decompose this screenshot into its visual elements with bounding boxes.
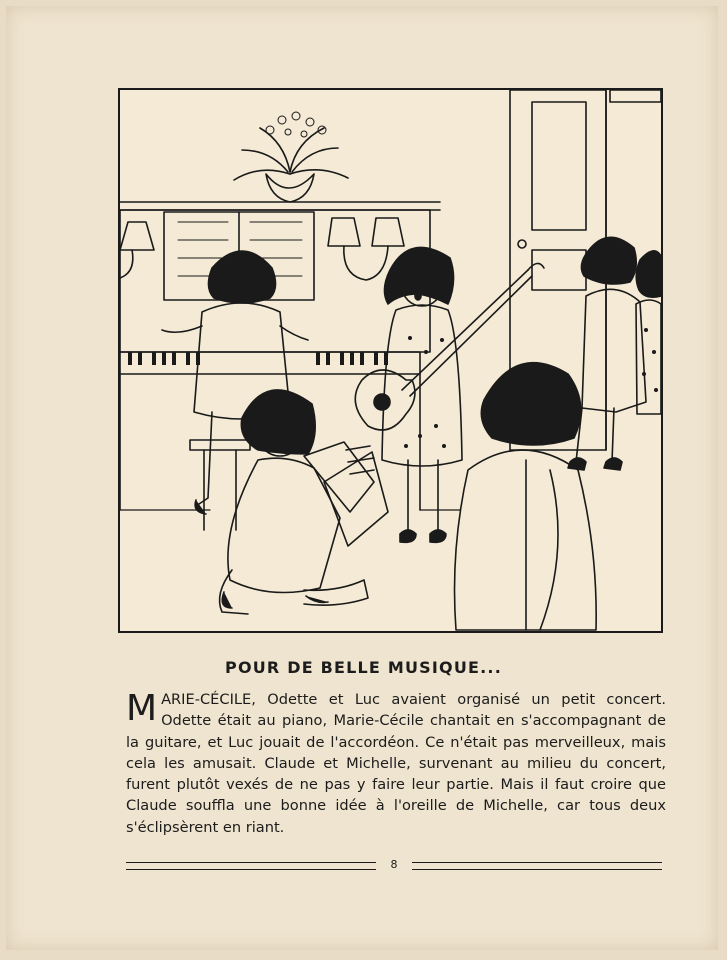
story-first-word: ARIE-CÉCILE	[161, 691, 252, 708]
piano-drawing	[120, 202, 440, 510]
accordion-boy-drawing	[220, 390, 388, 614]
page-footer	[126, 858, 662, 872]
children-in-doorway-drawing	[568, 237, 661, 470]
illustration-children-concert	[118, 88, 663, 633]
story-paragraph	[126, 689, 666, 838]
claude-back-view-drawing	[455, 363, 597, 630]
story-body: , Odette et Luc avaient organisé un petit concert. Odette était au piano, Marie-Cécile chantait en s'accompagnant de la guitare, et Luc jouait de l'accordéon. Ce n'était pas merveilleux, mais cela les amusait. Claude et Michelle, survenant au milieu du concert, furent plutôt vexés de ne pas y faire leur partie. Mais il faut croire que Claude souffla une bonne idée à l'oreille de Michelle, car tous deux s'éclipsèrent en riant.	[126, 691, 666, 836]
book-page	[6, 6, 718, 950]
drop-cap: M	[126, 688, 158, 729]
page-title: POUR DE BELLE MUSIQUE...	[225, 658, 502, 677]
flower-vase-drawing	[234, 112, 348, 202]
page-number: 8	[390, 858, 398, 871]
footer-rule-right	[412, 862, 662, 870]
